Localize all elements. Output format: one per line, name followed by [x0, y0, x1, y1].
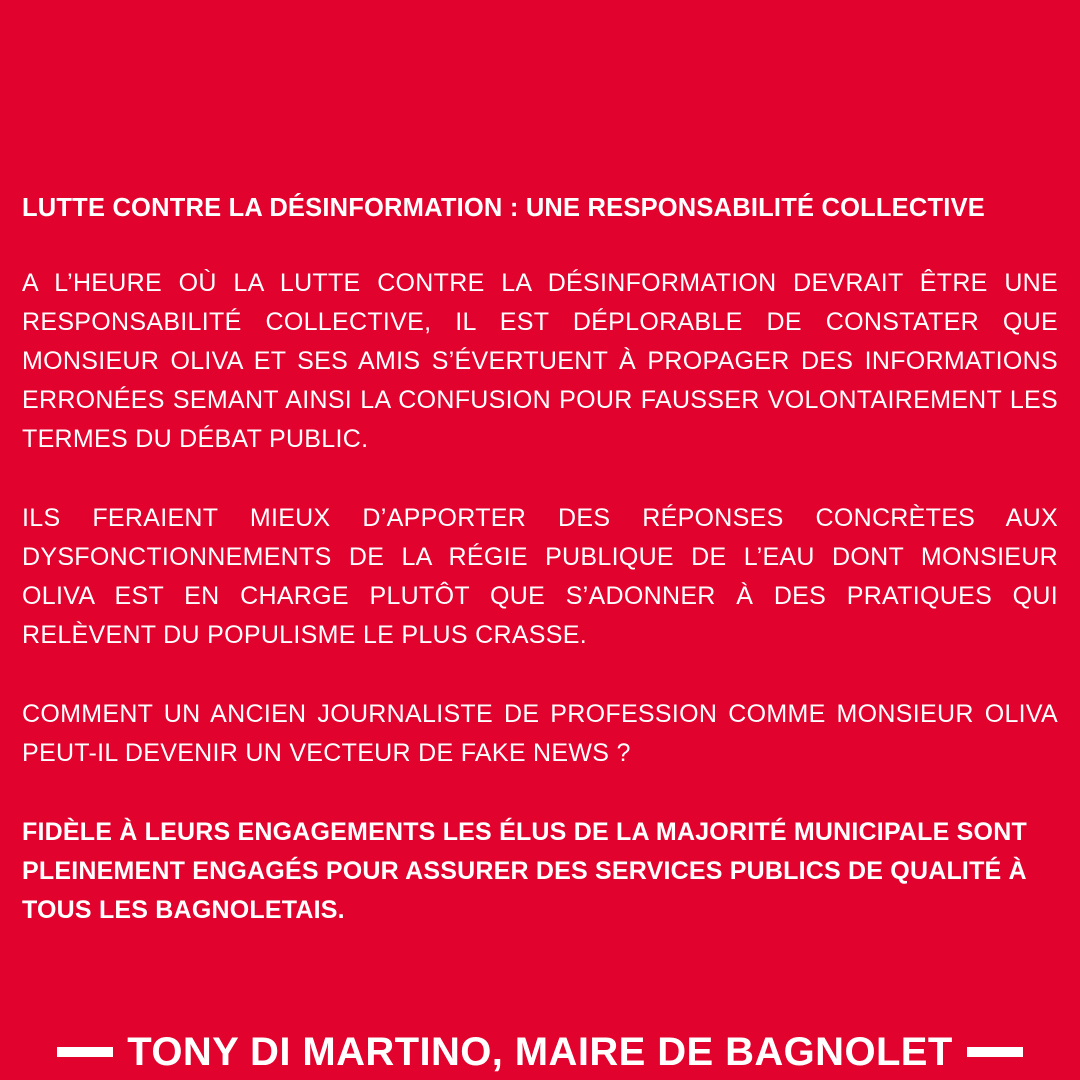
paragraph-2: ILS FERAIENT MIEUX D’APPORTER DES RÉPONSES CONCRÈTES AUX DYSFONCTIONNEMENTS DE LA RÉGIE PUBLIQUE DE L’EAU DONT MONSIEUR OLIVA EST EN CHARGE PLUTÔT QUE S’ADONNER À DES PRATIQUES QUI RELÈVENT DU POPULISME LE PLUS CRASSE. — [22, 504, 1058, 649]
signature — [0, 1026, 1080, 1078]
statement-body — [22, 190, 1058, 930]
signature-text: TONY DI MARTINO, MAIRE DE BAGNOLET — [127, 1030, 953, 1074]
paragraph-3: COMMENT UN ANCIEN JOURNALISTE DE PROFESSION COMME MONSIEUR OLIVA PEUT-IL DEVENIR UN VECTEUR DE FAKE NEWS ? — [22, 700, 1058, 767]
signature-left-dash — [57, 1047, 113, 1057]
paragraph-1: A L’HEURE OÙ LA LUTTE CONTRE LA DÉSINFORMATION DEVRAIT ÊTRE UNE RESPONSABILITÉ COLLECTIVE, IL EST DÉPLORABLE DE CONSTATER QUE MONSIEUR OLIVA ET SES AMIS S’ÉVERTUENT À PROPAGER DES INFORMATIONS ERRONÉES SEMANT AINSI LA CONFUSION POUR FAUSSER VOLONTAIREMENT LES TERMES DU DÉBAT PUBLIC. — [22, 269, 1058, 453]
closing-statement: FIDÈLE À LEURS ENGAGEMENTS LES ÉLUS DE LA MAJORITÉ MUNICIPALE SONT PLEINEMENT ENGAGÉS POUR ASSURER DES SERVICES PUBLICS DE QUALITÉ À TOUS LES BAGNOLETAIS. — [22, 818, 1027, 924]
signature-right-dash — [967, 1047, 1023, 1057]
statement-title: LUTTE CONTRE LA DÉSINFORMATION : UNE RESPONSABILITÉ COLLECTIVE — [22, 194, 985, 222]
